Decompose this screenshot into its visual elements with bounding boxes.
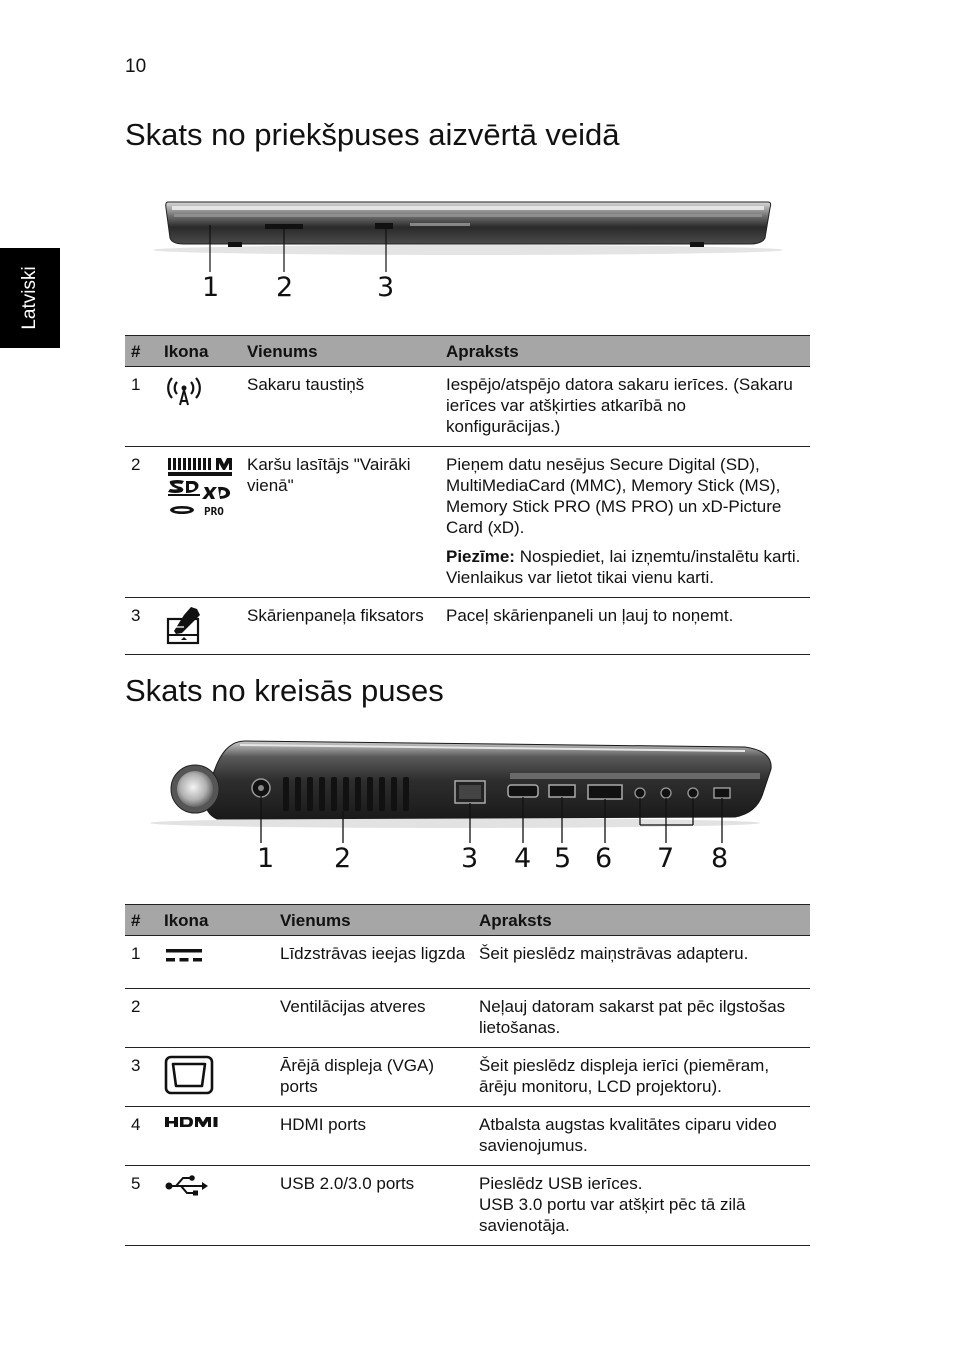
language-tab (0, 248, 60, 348)
usb-icon (164, 1173, 208, 1197)
left-callout-2: 2 (334, 843, 352, 874)
header-item: Vienums (241, 336, 440, 367)
row-icon-cell (158, 1048, 274, 1107)
table-row (125, 447, 810, 598)
row-icon-cell (158, 367, 241, 447)
row-description: Neļauj datoram sakarst pat pēc ilgstošas lietošanas. (473, 989, 810, 1048)
language-tab-label: Latviski (19, 266, 40, 330)
row-description: Atbalsta augstas kvalitātes ciparu video savienojumus. (473, 1107, 810, 1166)
table-row (125, 936, 810, 989)
description-line: USB 3.0 portu var atšķirt pēc tā zilā savienotāja. (479, 1195, 746, 1235)
table-header-row (125, 336, 810, 367)
row-number: 1 (125, 367, 158, 447)
table-row (125, 367, 810, 447)
page-number: 10 (125, 56, 147, 77)
row-item: Ārējā displeja (VGA) ports (274, 1048, 473, 1107)
wireless-icon (164, 374, 204, 408)
row-icon-cell (158, 936, 274, 989)
description-line: Pieslēdz USB ierīces. (479, 1174, 643, 1193)
row-number: 2 (125, 447, 158, 598)
row-number: 1 (125, 936, 158, 989)
row-item: Karšu lasītājs "Vairāki vienā" (241, 447, 440, 598)
row-item: HDMI ports (274, 1107, 473, 1166)
header-number: # (125, 905, 158, 936)
row-item: Ventilācijas atveres (274, 989, 473, 1048)
laptop-front-view-illustration (150, 192, 790, 312)
header-icon: Ikona (158, 336, 241, 367)
row-description: Paceļ skārienpaneli un ļauj to noņemt. (440, 598, 810, 655)
left-callout-4: 4 (514, 843, 532, 874)
table-row (125, 1107, 810, 1166)
row-icon-cell (158, 598, 241, 655)
row-item: Līdzstrāvas ieejas ligzda (274, 936, 473, 989)
row-number: 4 (125, 1107, 158, 1166)
front-view-title: Skats no priekšpuses aizvērtā veidā (125, 117, 620, 152)
laptop-left-view-illustration (145, 733, 785, 848)
left-callout-3: 3 (461, 843, 479, 874)
note-text: Nospiediet, lai izņemtu/instalētu karti. Vienlaikus var lietot tikai vienu karti. (446, 547, 801, 587)
left-callout-1: 1 (257, 843, 275, 874)
row-icon-cell (158, 1166, 274, 1246)
row-item: USB 2.0/3.0 ports (274, 1166, 473, 1246)
row-number: 5 (125, 1166, 158, 1246)
svg-text:PRO: PRO (204, 505, 224, 518)
front-callout-3: 3 (377, 272, 395, 303)
row-description: Pieņem datu nesējus Secure Digital (SD), MultiMediaCard (MMC), Memory Stick (MS), Memory Stick PRO (MS PRO) un xD-Picture Card (xD). Piezīme: Nospiediet, lai izņemtu/instalētu karti. Vienlaikus var lietot tikai vienu karti. (440, 447, 810, 598)
left-callout-8: 8 (711, 843, 729, 874)
row-item: Sakaru taustiņš (241, 367, 440, 447)
table-row (125, 1166, 810, 1246)
note-label: Piezīme: (446, 547, 515, 566)
row-icon-cell (158, 989, 274, 1048)
left-callout-5: 5 (554, 843, 572, 874)
dc-in-icon (164, 943, 204, 967)
row-description: Iespējo/atspējo datora sakaru ierīces. (Sakaru ierīces var atšķirties atkarībā no konfigurācijas.) (440, 367, 810, 447)
row-icon-cell (158, 447, 241, 598)
left-callout-7: 7 (657, 843, 675, 874)
row-description: Šeit pieslēdz displeja ierīci (piemēram, ārēju monitoru, LCD projektoru). (473, 1048, 810, 1107)
table-row (125, 1048, 810, 1107)
table-header-row (125, 905, 810, 936)
header-number: # (125, 336, 158, 367)
header-description: Apraksts (440, 336, 810, 367)
front-callout-1: 1 (202, 272, 220, 303)
row-icon-cell (158, 1107, 274, 1166)
row-description: Šeit pieslēdz maiņstrāvas adapteru. (473, 936, 810, 989)
table-row (125, 989, 810, 1048)
left-components-table (125, 904, 810, 1246)
header-icon: Ikona (158, 905, 274, 936)
row-number: 3 (125, 1048, 158, 1107)
header-description: Apraksts (473, 905, 810, 936)
header-item: Vienums (274, 905, 473, 936)
front-callout-2: 2 (276, 272, 294, 303)
row-number: 2 (125, 989, 158, 1048)
touchpad-lock-icon (164, 605, 204, 645)
left-view-title: Skats no kreisās puses (125, 673, 444, 708)
hdmi-icon (164, 1114, 222, 1130)
row-description (473, 1166, 810, 1246)
table-row (125, 598, 810, 655)
row-item: Skārienpaneļa fiksators (241, 598, 440, 655)
row-number: 3 (125, 598, 158, 655)
left-callout-6: 6 (595, 843, 613, 874)
vga-icon (164, 1055, 214, 1095)
card-reader-icon (164, 454, 234, 524)
front-components-table (125, 335, 810, 655)
